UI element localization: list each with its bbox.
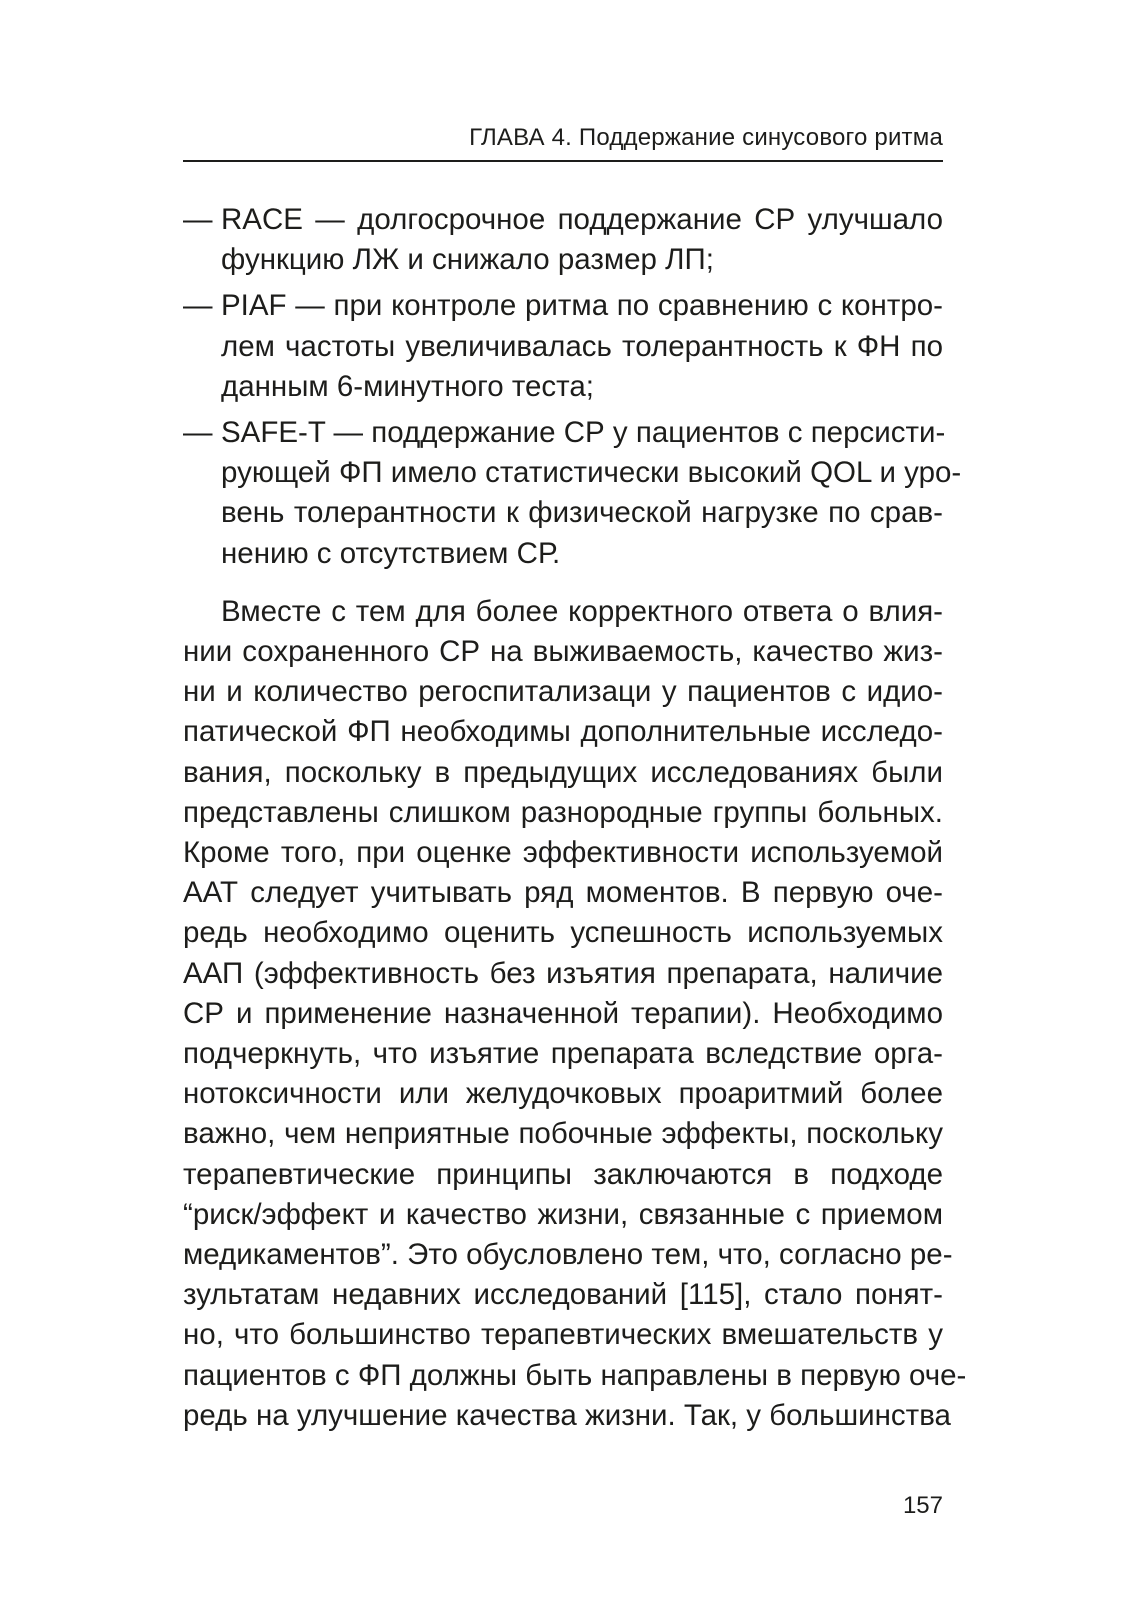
text-line: ААТ следует учитывать ряд моментов. В первую оче- [183, 876, 943, 910]
list-item [183, 413, 962, 574]
text-line: нению с отсутствием СР. [221, 536, 561, 570]
text-line: ААП (эффективность без изъятия препарата, наличие [183, 956, 943, 990]
list-item [183, 286, 943, 407]
page-number: 157 [902, 1492, 943, 1519]
text-line: вень толерантности к физической нагрузке по срав- [221, 496, 943, 530]
list-dash: — [183, 416, 213, 450]
text-line: вания, поскольку в предыдущих исследованиях были [183, 755, 943, 789]
page-body [183, 200, 967, 1436]
text-line: PIAF — при контроле ритма по сравнению с контро- [221, 289, 943, 323]
text-line: данным 6-минутного теста; [221, 369, 594, 403]
text-line: нии сохраненного СР на выживаемость, качество жиз- [183, 635, 943, 669]
text-line: но, что большинство терапевтических вмешательств у [183, 1318, 943, 1352]
page-header [183, 120, 943, 162]
text-line: функцию ЛЖ и снижало размер ЛП; [221, 243, 714, 277]
list-dash: — [183, 203, 213, 236]
text-line: редь на улучшение качества жизни. Так, у большинства [183, 1398, 951, 1432]
text-line: медикаментов”. Это обусловлено тем, что, согласно ре- [183, 1238, 953, 1272]
text-line: лем частоты увеличивалась толерантность к ФН по [221, 329, 943, 363]
text-line: СР и применение назначенной терапии). Необходимо [183, 996, 943, 1030]
body-paragraph [183, 592, 967, 1436]
text-line: важно, чем неприятные побочные эффекты, поскольку [183, 1117, 943, 1151]
text-line: SAFE-T — поддержание СР у пациентов с персисти- [221, 416, 946, 450]
text-line: представлены слишком разнородные группы больных. [183, 795, 943, 829]
text-line: рующей ФП имело статистически высокий QOL и уро- [221, 456, 962, 490]
text-line: терапевтические принципы заключаются в подходе [183, 1157, 943, 1191]
text-line: Кроме того, при оценке эффективности используемой [183, 836, 943, 870]
running-head: ГЛАВА 4. Поддержание синусового ритма [469, 124, 943, 151]
text-line: патической ФП необходимы дополнительные исследо- [183, 715, 943, 749]
list-dash: — [183, 289, 213, 323]
text-line: подчеркнуть, что изъятие препарата вследствие орга- [183, 1037, 943, 1071]
text-line: пациентов с ФП должны быть направлены в первую оче- [183, 1358, 967, 1392]
list-item [183, 200, 943, 280]
text-line: RACE — долгосрочное поддержание СР улучшало [221, 203, 943, 236]
text-line: нотоксичности или желудочковых проаритмий более [183, 1077, 943, 1111]
text-line: зультатам недавних исследований [115], стало понят- [183, 1278, 943, 1312]
text-line: ни и количество регоспитализаци у пациентов с идио- [183, 675, 943, 709]
text-line: “риск/эффект и качество жизни, связанные с приемом [183, 1197, 943, 1231]
text-line: редь необходимо оценить успешность используемых [183, 916, 943, 950]
text-line: Вместе с тем для более корректного ответа о влия- [221, 594, 943, 628]
